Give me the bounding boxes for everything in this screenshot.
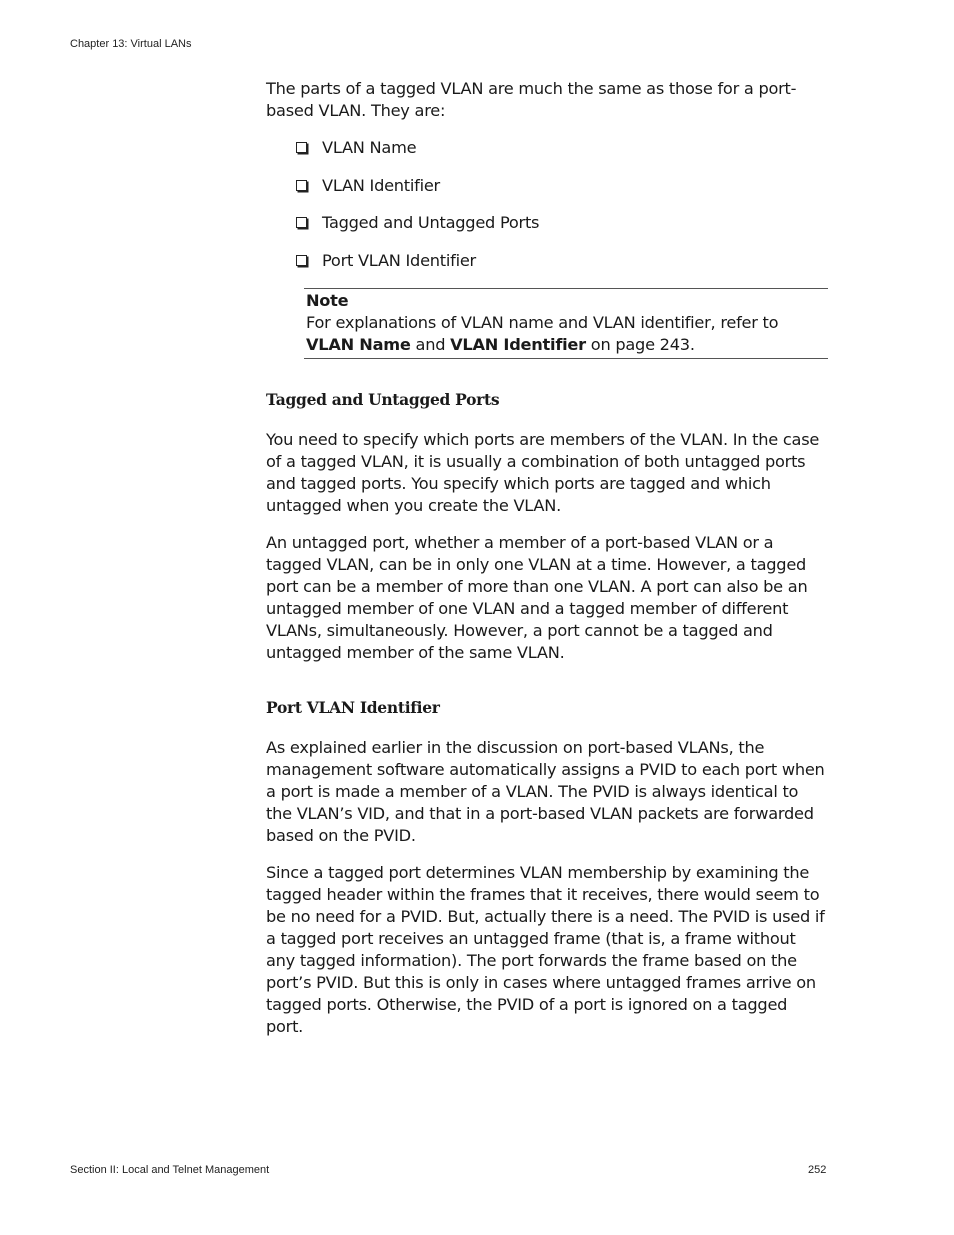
intro-paragraph: The parts of a tagged VLAN are much the same as those for a port-based VLAN. They are: — [266, 79, 797, 120]
checkbox-bullet-icon — [296, 255, 307, 266]
checkbox-bullet-icon — [296, 217, 307, 228]
list-item: Tagged and Untagged Ports — [294, 212, 828, 234]
note-box — [304, 288, 828, 359]
paragraph: You need to specify which ports are members of the VLAN. In the case of a tagged VLAN, it is usually a combination of both untagged ports and tagged ports. You specify which ports are tagged and which untagged when you create the VLAN. — [266, 429, 820, 515]
page-number: 252 — [808, 1164, 827, 1176]
vlan-parts-list — [266, 137, 828, 272]
page-content — [266, 78, 828, 1053]
note-text: For explanations of VLAN name and VLAN identifier, refer to VLAN Name and VLAN Identifier on page 243. — [306, 312, 779, 354]
checkbox-bullet-icon — [296, 180, 307, 191]
list-item: VLAN Name — [294, 137, 828, 159]
checkbox-bullet-icon — [296, 142, 307, 153]
paragraph: As explained earlier in the discussion on port-based VLANs, the management software automatically assigns a PVID to each port when a port is made a member of a VLAN. The PVID is always identical to the VLAN’s VID, and that in a port-based VLAN packets are forwarded based on the PVID. — [266, 737, 825, 845]
paragraph: An untagged port, whether a member of a port-based VLAN or a tagged VLAN, can be in only one VLAN at a time. However, a tagged port can be a member of more than one VLAN. A port can also be an untagged member of one VLAN and a tagged member of different VLANs, simultaneously. However, a port cannot be a tagged and untagged member of the same VLAN. — [266, 532, 808, 662]
vlan-name-reference: VLAN Name — [306, 334, 411, 354]
vlan-identifier-reference: VLAN Identifier — [450, 334, 586, 354]
chapter-header: Chapter 13: Virtual LANs — [70, 38, 192, 50]
list-item: Port VLAN Identifier — [294, 250, 828, 272]
note-title: Note — [306, 290, 349, 310]
paragraph: Since a tagged port determines VLAN membership by examining the tagged header within the frames that it receives, there would seem to be no need for a PVID. But, actually there is a need. The PVID is used if a tagged port receives an untagged frame (that is, a frame without any tagged information). The port forwards the frame based on the port’s PVID. But this is only in cases where untagged frames arrive on tagged ports. Otherwise, the PVID of a port is ignored on a tagged port. — [266, 862, 825, 1036]
footer-section: Section II: Local and Telnet Management — [70, 1164, 270, 1176]
section-heading-pvid: Port VLAN Identifier — [266, 697, 440, 717]
list-item: VLAN Identifier — [294, 175, 828, 197]
section-heading-tagged-untagged: Tagged and Untagged Ports — [266, 389, 500, 409]
